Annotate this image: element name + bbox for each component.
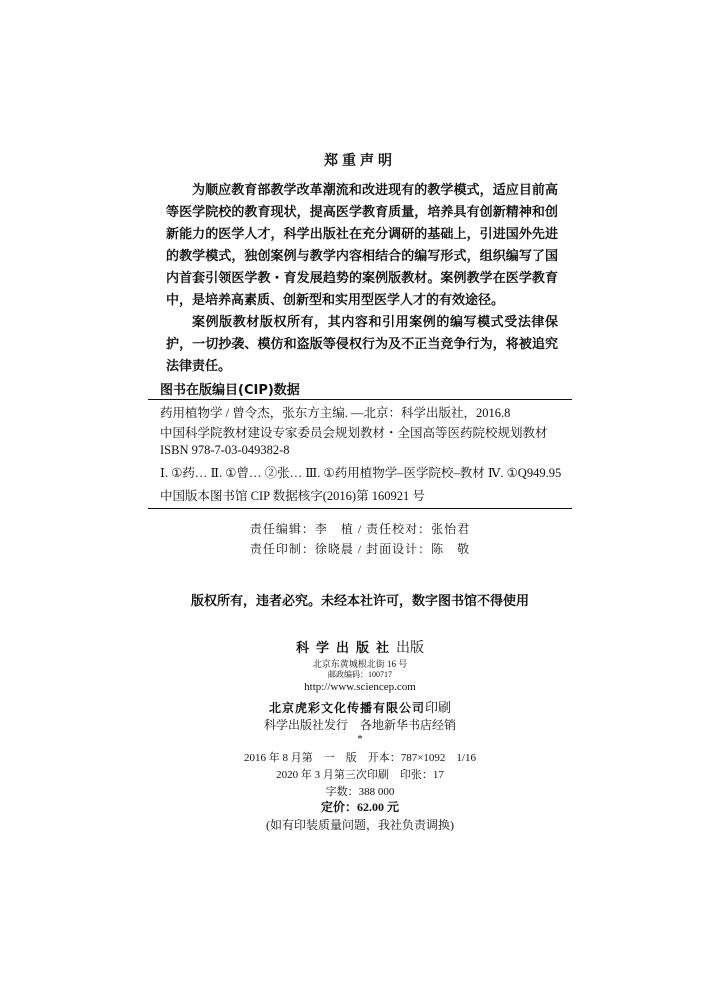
publisher-url: http://www.sciencep.com: [304, 681, 416, 693]
notice-paragraph-2: 案例版教材版权所有，其内容和引用案例的编写模式受法律保护，一切抄袭、模仿和盗版等侵权行为及不正当竞争行为，将被追究法律责任。: [166, 315, 558, 374]
publisher-logo-text: 科学出版社: [295, 640, 396, 655]
cip-bottom-rule: [148, 508, 572, 509]
notice-paragraph-1: 为顺应教育部教学改革潮流和改进现有的教学模式，适应目前高等医学院校的教育现状，提高医学教育质量，培养具有创新精神和创新能力的医学人才，科学出版社在充分调研的基础上，引进国外先进的教学模式，独创案例与教学内容相结合的编写形式，组织编写了国内首套引领医学教・育发展趋势的案例版教材。案例教学在医学教育中，是培养高素质、创新型和实用型医学人才的有效途径。: [166, 183, 558, 308]
printer-name-suffix: 印刷: [425, 700, 452, 715]
cip-isbn-line: ISBN 978-7-03-049382-8: [160, 443, 290, 457]
cip-top-rule: [148, 399, 572, 400]
price: 定价：62.00 元: [320, 800, 399, 814]
cip-classification-line: Ⅰ. ①药… Ⅱ. ①曾… ②张… Ⅲ. ①药用植物学–医学院校–教材 Ⅳ. ①Q949.95: [160, 466, 562, 480]
printer-logo-text: 北京虎彩文化传播有限公司: [268, 701, 425, 715]
credits-editors: 责任编辑：李 植 / 责任校对：张怡君: [249, 522, 471, 536]
printer-name: [0, 697, 720, 716]
publisher-address: 北京东黄城根北街 16 号: [312, 659, 408, 669]
word-count: 字数：388 000: [325, 786, 395, 798]
rights-statement: 版权所有，违者必究。未经本社许可，数字图书馆不得使用: [190, 594, 529, 609]
publisher-name: [0, 637, 720, 657]
star-separator: *: [357, 733, 363, 745]
publisher-postcode: 邮政编码：100717: [328, 670, 392, 679]
edition-format-line: 2016 年 8 月第 一 版 开本：787×1092 1/16: [243, 752, 476, 764]
distribution-line: 科学出版社发行 各地新华书店经销: [263, 718, 456, 732]
notice-title: 郑重声明: [324, 153, 396, 169]
cip-title-line: 药用植物学 / 曾令杰，张东方主编. —北京：科学出版社，2016.8: [160, 406, 511, 420]
printing-line: 2020 年 3 月第三次印刷 印张：17: [276, 769, 444, 781]
cip-header: 图书在版编目(CIP)数据: [160, 383, 300, 398]
publisher-name-suffix: 出版: [396, 641, 424, 656]
cip-series-line: 中国科学院教材建设专家委员会规划教材・全国高等医药院校规划教材: [160, 426, 548, 440]
cip-record-number-line: 中国版本图书馆 CIP 数据核字(2016)第 160921 号: [160, 489, 425, 503]
defect-note: (如有印装质量问题，我社负责调换): [266, 818, 454, 832]
credits-print-design: 责任印制：徐晓晨 / 封面设计：陈 敬: [249, 542, 471, 556]
